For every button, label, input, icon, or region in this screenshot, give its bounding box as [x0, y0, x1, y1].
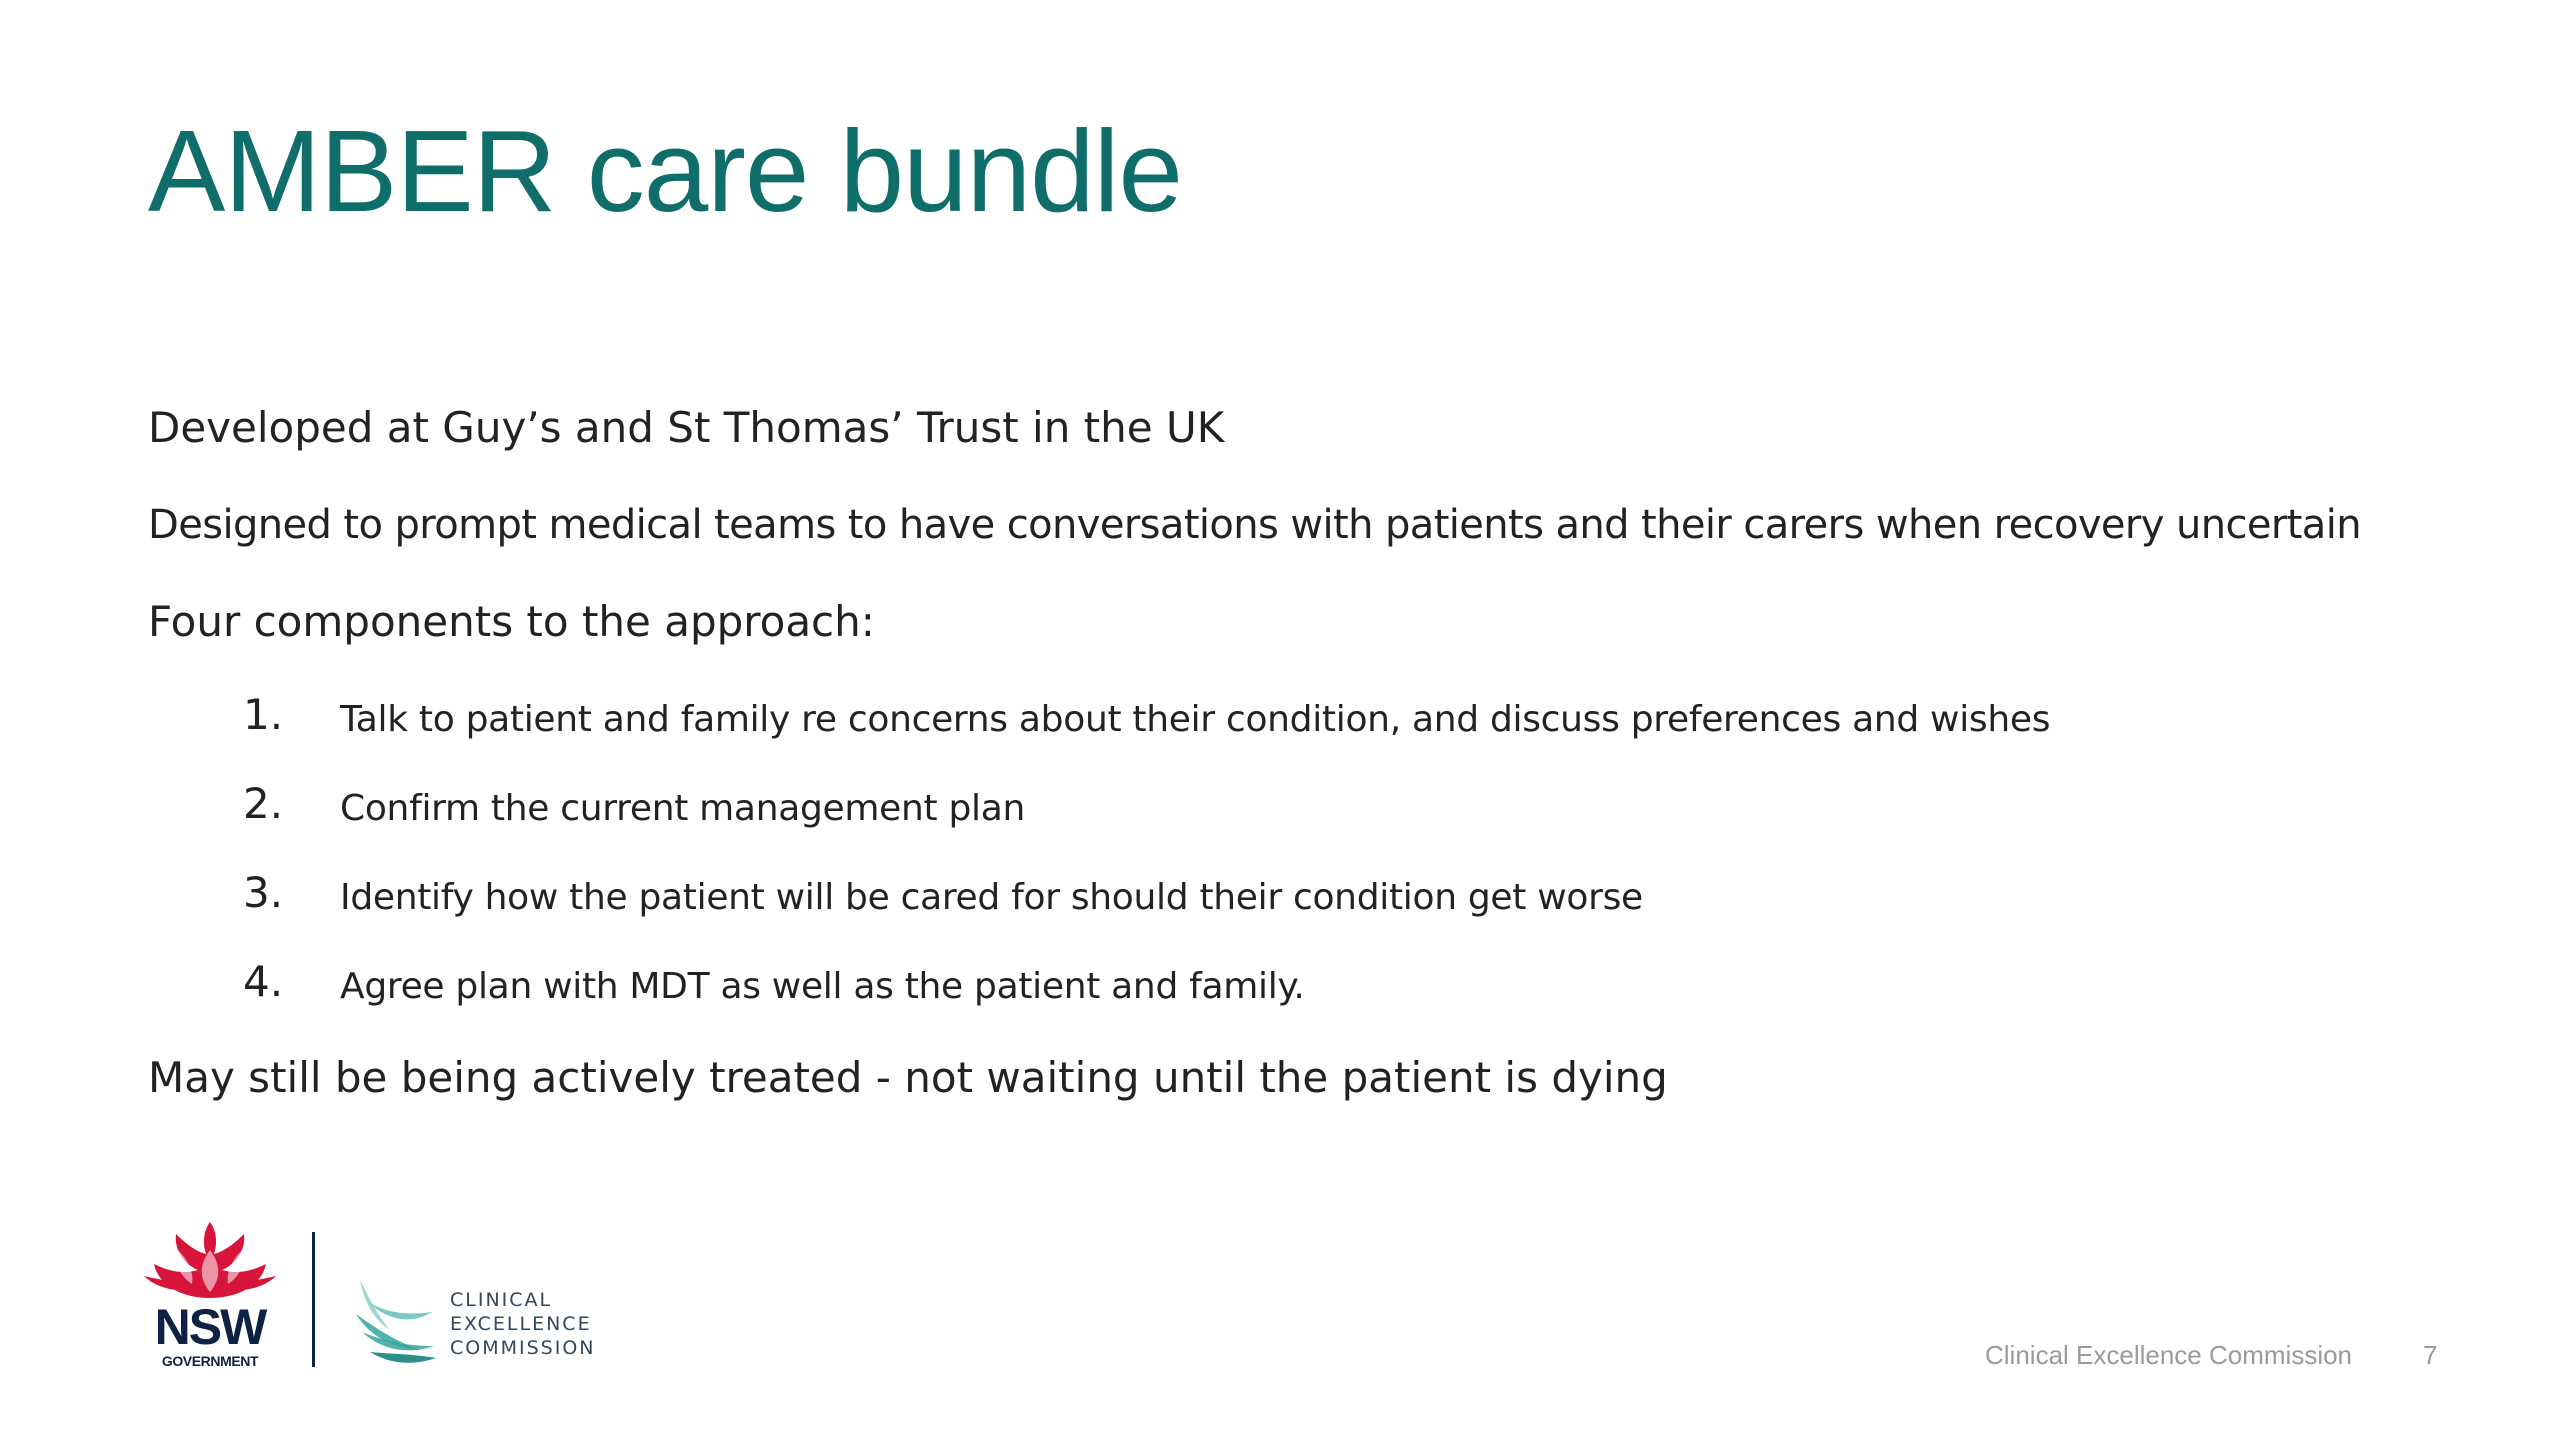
list-item-text: Confirm the current management plan: [340, 788, 1025, 829]
component-list: [148, 691, 2448, 1014]
nsw-wordmark: NSW: [154, 1299, 266, 1355]
page-number: 7: [2423, 1340, 2438, 1370]
list-item-text: Talk to patient and family re concerns about their condition, and discuss preferences and wishes: [340, 699, 2051, 740]
nsw-government-label: GOVERNMENT: [161, 1353, 259, 1369]
slide-title: AMBER care bundle: [148, 106, 1182, 236]
cec-wordmark: [450, 1288, 596, 1360]
cec-leaf-icon: [350, 1262, 445, 1372]
logo-divider: [312, 1232, 315, 1367]
cec-line-commission: COMMISSION: [450, 1337, 596, 1359]
list-item-number: 4.: [243, 957, 284, 1006]
cec-line-excellence: EXCELLENCE: [450, 1313, 592, 1335]
list-item: [148, 691, 2448, 747]
list-item-number: 1.: [243, 690, 284, 739]
waratah-icon: [140, 1220, 280, 1302]
list-item: [148, 869, 2448, 925]
paragraph-origin: Developed at Guy’s and St Thomas’ Trust in the UK: [148, 403, 1225, 452]
cec-line-clinical: CLINICAL: [450, 1289, 553, 1311]
list-item: [148, 958, 2448, 1014]
list-item-text: Identify how the patient will be cared for should their condition get worse: [340, 877, 1643, 918]
list-item-number: 2.: [243, 779, 284, 828]
list-item: [148, 780, 2448, 836]
paragraph-closing: May still be being actively treated - not waiting until the patient is dying: [148, 1053, 1668, 1102]
paragraph-components-intro: Four components to the approach:: [148, 597, 875, 646]
paragraph-purpose: Designed to prompt medical teams to have conversations with patients and their carers when recovery uncertain: [148, 502, 2361, 548]
cec-logo: [350, 1262, 600, 1372]
list-item-text: Agree plan with MDT as well as the patient and family.: [340, 966, 1305, 1007]
slide-body: [148, 400, 2448, 1147]
nsw-government-logo: [140, 1220, 280, 1370]
list-item-number: 3.: [243, 868, 284, 917]
footer-organisation: Clinical Excellence Commission: [1985, 1340, 2353, 1370]
